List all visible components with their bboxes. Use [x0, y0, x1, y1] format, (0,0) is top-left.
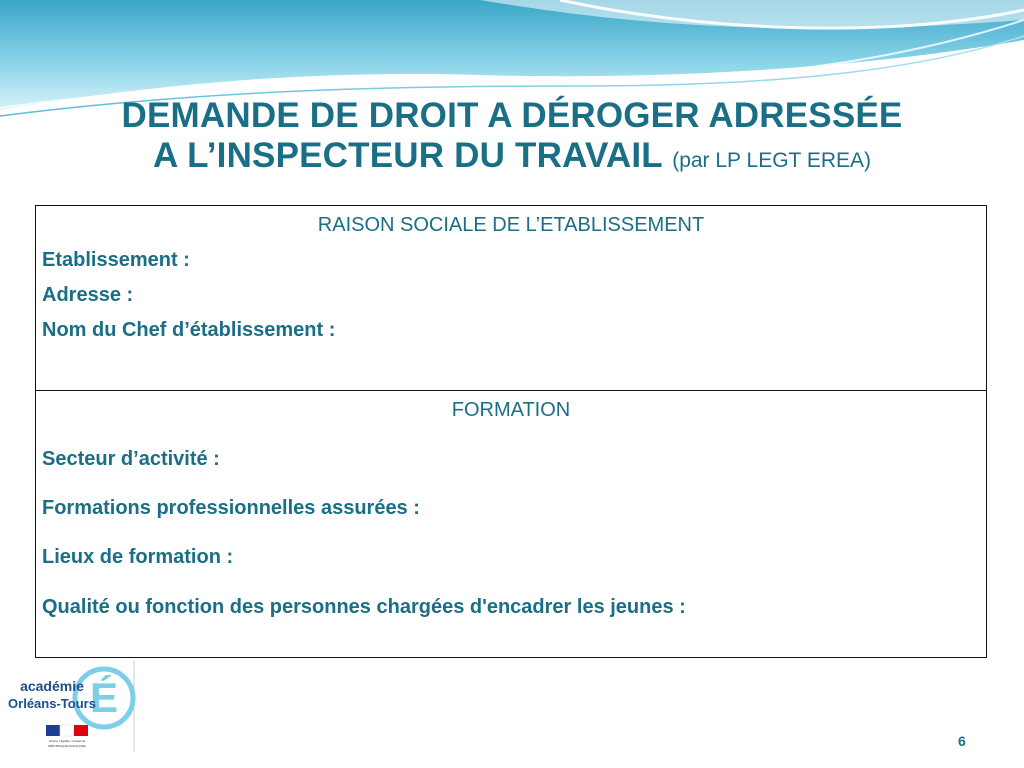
- academie-logo-image: [8, 658, 136, 754]
- section-heading: RAISON SOCIALE DE L’ETABLISSEMENT: [317, 214, 705, 236]
- section-formation: [35, 390, 987, 658]
- field-label-etablissement: Etablissement :: [42, 249, 190, 271]
- logo-line1: académie: [20, 678, 84, 694]
- logo-letter-e: É: [89, 674, 119, 721]
- slide-subtitle: (par LP LEGT EREA): [672, 149, 872, 172]
- logo-line2: Orléans-Tours: [8, 696, 96, 711]
- slide-title: [0, 96, 1024, 181]
- field-label-secteur: Secteur d’activité :: [42, 448, 220, 470]
- section-raison-sociale: [35, 205, 987, 391]
- logo-motto: Liberté • Égalité • Fraternité: [48, 739, 86, 743]
- slide-title-line1: DEMANDE DE DROIT A DÉROGER ADRESSÉE: [121, 96, 903, 135]
- slide-title-main: A L’INSPECTEUR DU TRAVAIL: [152, 136, 663, 175]
- slide-title-line2: [0, 136, 1024, 181]
- logo-country: RÉPUBLIQUE FRANÇAISE: [48, 744, 86, 748]
- field-label-adresse: Adresse :: [42, 284, 134, 306]
- field-label-encadrement: Qualité ou fonction des personnes chargées d'encadrer les jeunes :: [42, 596, 686, 618]
- field-label-lieux: Lieux de formation :: [42, 546, 234, 568]
- page-number: 6: [958, 733, 966, 749]
- field-label-formations: Formations professionnelles assurées :: [42, 497, 420, 519]
- section-heading: FORMATION: [451, 399, 571, 421]
- academie-logo: [8, 658, 136, 754]
- field-label-chef: Nom du Chef d’établissement :: [42, 319, 336, 341]
